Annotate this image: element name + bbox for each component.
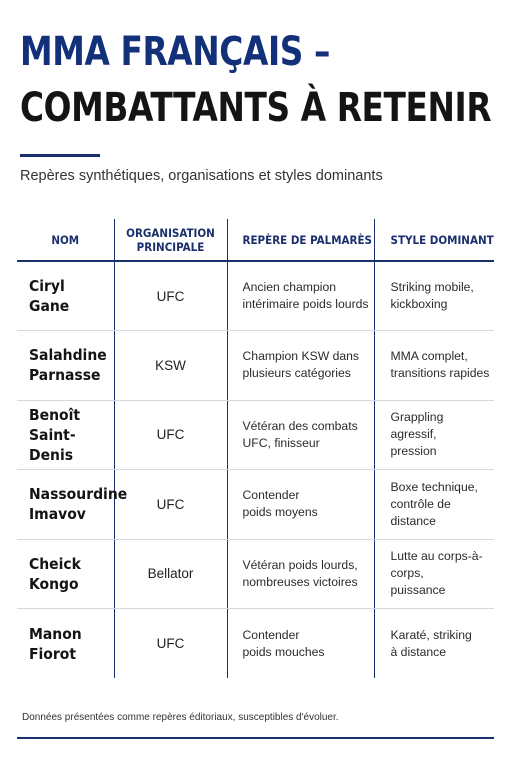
record-cell: [227, 539, 374, 609]
fighter-name-line1: Salahdine: [29, 346, 107, 365]
fighter-name-cell: [17, 261, 114, 331]
style-line1: Karaté, striking: [390, 627, 472, 642]
fighter-name-cell: [17, 400, 114, 470]
table-row: [17, 400, 494, 470]
fighter-name-line2: Fiorot: [29, 644, 77, 663]
table-row: [17, 470, 494, 540]
fighter-name-line1: Ciryl Gane: [29, 277, 70, 315]
column-header-org-line1: ORGANISATION: [126, 225, 215, 240]
fighter-name-cell: [17, 609, 114, 679]
fighter-name-line1: Cheick: [29, 554, 81, 573]
fighter-name-line1: Nassourdine: [29, 485, 128, 504]
column-header-style: [374, 219, 494, 261]
fighter-name-cell: [17, 470, 128, 540]
style-cell: [374, 609, 494, 679]
record-line2: poids moyens: [242, 505, 318, 520]
style-cell: [374, 539, 494, 609]
fighter-name-line2: Kongo: [29, 574, 79, 593]
column-header-org-line2: PRINCIPALE: [136, 239, 205, 254]
bottom-divider: [17, 737, 494, 739]
column-header-record: [227, 219, 374, 261]
fighter-name-cell: [17, 331, 114, 401]
table-row: [17, 261, 494, 331]
column-header-name: [17, 219, 114, 261]
record-line1: Ancien champion: [242, 280, 336, 294]
style-cell: [374, 261, 494, 331]
organisation-cell: KSW: [114, 331, 227, 401]
organisation-cell: UFC: [114, 400, 227, 470]
style-line2: pression: [390, 444, 437, 459]
style-line1: Grappling agressif,: [390, 410, 444, 442]
title-line-2: COMBATTANTS À RETENIR: [20, 85, 492, 131]
organisation-cell: UFC: [114, 609, 227, 679]
style-cell: [374, 331, 494, 401]
title-underline-divider: [20, 154, 100, 157]
record-line2: poids mouches: [242, 644, 325, 659]
title-line-1: MMA FRANÇAIS –: [20, 29, 330, 75]
fighter-name-line1: Benoît: [29, 405, 81, 424]
fighter-name-line2: Imavov: [29, 505, 86, 524]
style-cell: [374, 400, 494, 470]
record-cell: [227, 261, 374, 331]
record-line2: plusieurs catégories: [242, 366, 351, 381]
fighters-table-container: [17, 219, 494, 678]
organisation-cell: UFC: [114, 470, 227, 540]
fighter-name-cell: [17, 539, 114, 609]
record-line1: Champion KSW dans: [242, 349, 360, 364]
record-line1: Contender: [242, 488, 300, 503]
table-header-row: [17, 219, 494, 261]
record-line1: Contender: [242, 627, 300, 642]
page-title: [20, 24, 500, 136]
fighter-name-line1: Manon: [29, 624, 82, 643]
record-cell: [227, 609, 374, 679]
organisation-cell: UFC: [114, 261, 227, 331]
record-cell: [227, 400, 374, 470]
fighter-name-line2: Parnasse: [29, 366, 101, 385]
table-row: [17, 609, 494, 679]
record-cell: [227, 470, 374, 540]
table-body: [17, 261, 494, 678]
style-line1: Striking mobile,: [390, 280, 474, 294]
record-line1: Vétéran poids lourds,: [242, 557, 358, 572]
record-line2: UFC, finisseur: [242, 435, 320, 450]
style-line2: contrôle de distance: [390, 496, 451, 528]
style-line1: Boxe technique,: [390, 479, 478, 494]
record-line2: nombreuses victoires: [242, 574, 358, 589]
style-line2: kickboxing: [390, 297, 448, 311]
table-row: [17, 331, 494, 401]
column-header-organisation: [114, 219, 227, 261]
style-cell: [374, 470, 494, 540]
organisation-cell: Bellator: [114, 539, 227, 609]
style-line1: Lutte au corps-à-corps,: [390, 549, 483, 581]
column-header-name-label: NOM: [51, 232, 80, 247]
column-header-record-label: REPÈRE DE PALMARÈS: [242, 232, 373, 247]
record-cell: [227, 331, 374, 401]
style-line2: transitions rapides: [390, 366, 490, 381]
style-line2: à distance: [390, 644, 447, 659]
page-subtitle: Repères synthétiques, organisations et styles dominants: [20, 168, 383, 184]
record-line1: Vétéran des combats: [242, 418, 358, 433]
column-header-style-label: STYLE DOMINANT: [390, 232, 494, 247]
style-line1: MMA complet,: [390, 349, 468, 364]
fighter-name-line2: Saint-Denis: [29, 425, 76, 464]
style-line2: puissance: [390, 583, 446, 598]
record-line2: intérimaire poids lourds: [242, 297, 369, 311]
table-row: [17, 539, 494, 609]
fighters-table: [17, 219, 494, 678]
footnote: Données présentées comme repères éditoriaux, susceptibles d'évoluer.: [22, 712, 339, 723]
table-header: [17, 219, 494, 261]
